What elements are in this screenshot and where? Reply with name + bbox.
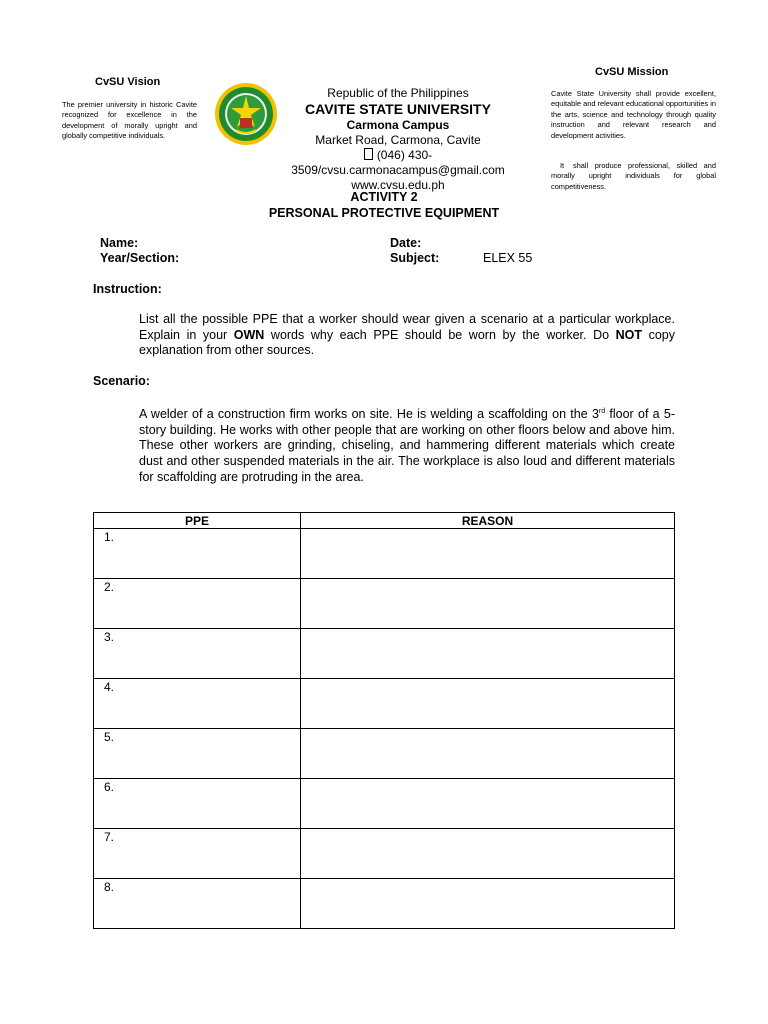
contact-line <box>278 148 518 178</box>
republic-text: Republic of the Philippines <box>327 86 469 100</box>
ppe-cell[interactable]: 4. <box>94 679 301 729</box>
ppe-cell[interactable]: 7. <box>94 829 301 879</box>
subject-label: Subject: <box>390 251 440 265</box>
reason-cell[interactable] <box>301 579 675 629</box>
table-row <box>94 829 675 879</box>
instruction-part-1: List all the possible PPE that a worker should wear given a scenario at a particular workplace. Explain in your <box>139 312 675 342</box>
mission-text-2-body: shall produce professional, skilled and morally upright individuals for global competitiveness. <box>551 161 716 191</box>
instruction-text <box>139 312 675 359</box>
university-name: CAVITE STATE UNIVERSITY <box>305 101 491 117</box>
ppe-cell[interactable]: 6. <box>94 779 301 829</box>
mission-title: CvSU Mission <box>595 66 669 78</box>
table-header-row <box>94 513 675 529</box>
table-row <box>94 529 675 579</box>
phone-icon <box>364 148 373 160</box>
name-label: Name: <box>100 236 139 250</box>
vision-text: The premier university in historic Cavite recognized for excellence in the development of morally upright and globally competitive individuals. <box>62 100 197 141</box>
vision-title: CvSU Vision <box>95 76 161 88</box>
ppe-column-header: PPE <box>94 513 301 529</box>
reason-cell[interactable] <box>301 729 675 779</box>
reason-cell[interactable] <box>301 779 675 829</box>
date-label: Date: <box>390 236 422 250</box>
table-row <box>94 729 675 779</box>
mission-bullet: It <box>559 161 565 170</box>
reason-cell[interactable] <box>301 629 675 679</box>
mission-text-2 <box>551 161 716 192</box>
reason-column-header: REASON <box>301 513 675 529</box>
table-row <box>94 779 675 829</box>
table-row <box>94 579 675 629</box>
campus-name: Carmona Campus <box>346 118 450 132</box>
instruction-label: Instruction: <box>93 282 162 296</box>
activity-title: PERSONAL PROTECTIVE EQUIPMENT <box>268 206 500 220</box>
scenario-part-1: A welder of a construction firm works on site. He is welding a scaffolding on the 3 <box>139 407 599 422</box>
table-row <box>94 629 675 679</box>
ppe-cell[interactable]: 5. <box>94 729 301 779</box>
scenario-part-2: floor of a 5-story building. He works with other people that are working on other floors below and above him. These other workers are grinding, chiseling, and hammering different materials which create dust and other suspended materials in the air. The workplace is also loud and different materials for scaffolding are protruding in the area. <box>139 407 676 484</box>
cvsu-logo-icon <box>214 82 278 146</box>
reason-cell[interactable] <box>301 829 675 879</box>
scenario-label: Scenario: <box>93 374 150 388</box>
instruction-own: OWN <box>233 327 265 342</box>
university-header <box>278 86 518 193</box>
instruction-part-3: copy explanation from other sources. <box>139 327 675 358</box>
mission-text: Cavite State University shall provide excellent, equitable and relevant educational opportunities in the arts, science and technology through quality instruction and relevant research and development activities. <box>551 89 716 140</box>
website: www.cvsu.edu.ph <box>351 178 445 192</box>
scenario-sup: rd <box>598 408 606 415</box>
year-section-label: Year/Section: <box>100 251 180 265</box>
reason-cell[interactable] <box>301 679 675 729</box>
ppe-cell[interactable]: 3. <box>94 629 301 679</box>
reason-cell[interactable] <box>301 529 675 579</box>
phone-email: (046) 430-3509/cvsu.carmonacampus@gmail.com <box>291 148 505 177</box>
instruction-part-2: words why each PPE should be worn by the worker. Do <box>264 327 616 342</box>
table-row <box>94 879 675 929</box>
activity-number: ACTIVITY 2 <box>350 190 418 204</box>
ppe-table <box>93 512 675 929</box>
ppe-cell[interactable]: 1. <box>94 529 301 579</box>
subject-value: ELEX 55 <box>483 251 533 265</box>
reason-cell[interactable] <box>301 879 675 929</box>
campus-address: Market Road, Carmona, Cavite <box>315 133 481 147</box>
ppe-cell[interactable]: 2. <box>94 579 301 629</box>
instruction-not: NOT <box>615 327 643 342</box>
table-row <box>94 679 675 729</box>
ppe-cell[interactable]: 8. <box>94 879 301 929</box>
scenario-text <box>139 404 675 485</box>
